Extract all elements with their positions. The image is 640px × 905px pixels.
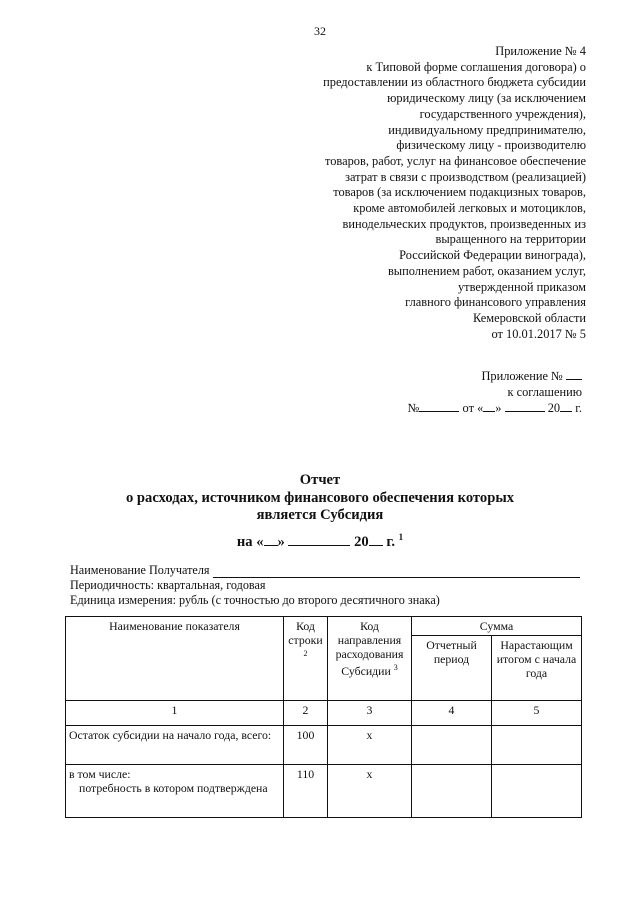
cell-reporting-period[interactable] — [412, 726, 492, 765]
column-number: 5 — [492, 701, 582, 726]
footnote-1: 1 — [398, 532, 404, 542]
appendix-line: к Типовой форме соглашения договора) о — [366, 59, 586, 74]
col-cumulative-header: Нарастающим итогом с начала года — [492, 636, 582, 701]
appendix-line: Приложение № 4 — [495, 44, 586, 58]
appendix-line: Кемеровской области — [472, 310, 586, 325]
row-label-main: в том числе: — [69, 767, 131, 781]
report-date-line — [0, 532, 640, 551]
header-row — [66, 617, 582, 636]
row-code-label: Код строки — [288, 619, 323, 647]
appendix-line: юридическому лицу (за исключением — [387, 91, 586, 106]
appendix-line: выполнением работ, оказанием услуг, — [387, 263, 586, 278]
appendix-line: винодельческих продуктов, произведенных из — [342, 216, 586, 231]
annex-agreement-label: к соглашению — [507, 384, 582, 399]
annex-no-label: № — [407, 401, 420, 416]
annex-label: Приложение № — [481, 369, 563, 383]
appendix-line: товаров, работ, услуг на финансовое обеспечение — [324, 153, 586, 168]
cell-reporting-period[interactable] — [412, 765, 492, 818]
row-label-sub: потребность в котором подтверждена — [79, 781, 268, 795]
annex-agreement-ref — [408, 400, 582, 417]
appendix-line: кроме автомобилей легковых и мотоциклов, — [353, 201, 586, 216]
month-blank — [505, 400, 545, 412]
appendix-line: затрат в связи с производством (реализацией) — [345, 169, 586, 184]
cell-cumulative[interactable] — [492, 726, 582, 765]
year-blank — [560, 400, 572, 412]
col-reporting-period-header: Отчетный период — [412, 636, 492, 701]
row-code: 100 — [284, 726, 328, 765]
date-prefix: на « — [236, 533, 264, 550]
title-line-2: о расходах, источником финансового обеспечения которых — [125, 489, 515, 506]
col-direction-code-header — [328, 617, 412, 701]
appendix-line: утвержденной приказом — [457, 279, 586, 294]
footnote-2: 2 — [303, 649, 308, 658]
cell-cumulative[interactable] — [492, 765, 582, 818]
annex-year-prefix: 20 — [547, 401, 561, 416]
annex-block — [408, 368, 582, 417]
page-number: 32 — [314, 24, 326, 38]
unit-of-measure: Единица измерения: рубль (с точностью до второго десятичного знака) — [70, 593, 440, 607]
annex-quote-close: » — [495, 401, 502, 416]
col-row-code-header — [284, 617, 328, 701]
table-row — [66, 726, 582, 765]
recipient-row — [70, 563, 580, 578]
appendix-line: выращенного на территории — [435, 232, 586, 247]
direction-code-label: Код направления расходования Субсидии — [335, 619, 404, 678]
appendix-line: физическому лицу - производителю — [396, 138, 586, 153]
periodicity: Периодичность: квартальная, годовая — [70, 578, 266, 592]
date-year-blank — [369, 534, 383, 546]
annex-number-blank — [566, 368, 582, 380]
report-title — [0, 472, 640, 525]
col-indicator-header: Наименование показателя — [66, 617, 284, 701]
table-row — [66, 765, 582, 818]
date-day-blank — [264, 534, 278, 546]
agreement-number-blank — [419, 400, 459, 412]
appendix-line: главного финансового управления — [405, 295, 586, 310]
annex-from-label: от « — [462, 401, 484, 416]
date-suffix: г. — [386, 533, 395, 550]
appendix-line: индивидуальному предпринимателю, — [388, 122, 586, 137]
column-number: 2 — [284, 701, 328, 726]
appendix-line: от 10.01.2017 № 5 — [491, 326, 586, 341]
row-direction: x — [328, 726, 412, 765]
row-label — [66, 765, 284, 818]
column-number-row — [66, 701, 582, 726]
footnote-3: 3 — [393, 663, 398, 672]
annex-number-line — [408, 368, 582, 385]
row-label: Остаток субсидии на начало года, всего: — [66, 726, 284, 765]
report-table — [65, 616, 582, 818]
report-meta — [70, 563, 580, 608]
column-number: 3 — [328, 701, 412, 726]
column-number: 4 — [412, 701, 492, 726]
col-sum-header: Сумма — [412, 617, 582, 636]
date-quote-close: » — [277, 533, 285, 550]
appendix-line: товаров (за исключением подакцизных товаров, — [333, 185, 586, 200]
day-blank — [483, 400, 495, 412]
appendix-block — [256, 44, 586, 342]
appendix-line: предоставлении из областного бюджета субсидии — [323, 75, 586, 90]
date-year: 20 — [354, 533, 369, 550]
title-line-3: является Субсидия — [256, 507, 384, 523]
date-month-blank — [288, 534, 350, 546]
column-number: 1 — [66, 701, 284, 726]
appendix-line: Российской Федерации винограда), — [399, 248, 586, 263]
row-code: 110 — [284, 765, 328, 818]
annex-year-suffix: г. — [575, 401, 582, 416]
recipient-blank — [213, 566, 580, 578]
row-direction: x — [328, 765, 412, 818]
recipient-label: Наименование Получателя — [70, 563, 210, 577]
appendix-line: государственного учреждения), — [419, 106, 586, 121]
title-line-1: Отчет — [299, 472, 341, 488]
